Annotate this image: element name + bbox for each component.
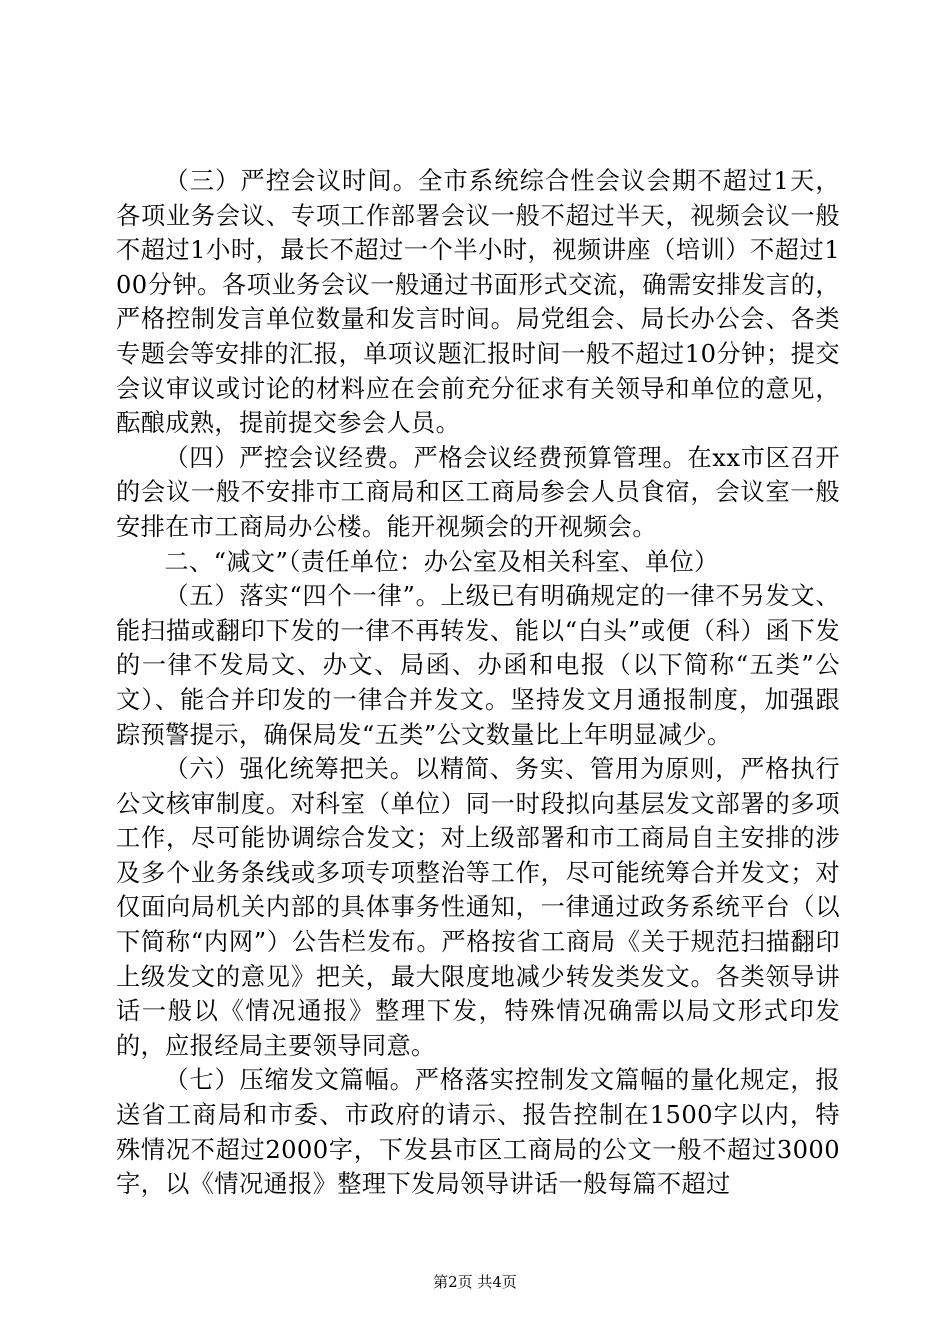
paragraph-document-length: （七）压缩发文篇幅。严格落实控制发文篇幅的量化规定，报送省工商局和市委、市政府的请示、报告控制在1500字以内，特殊情况不超过2000字，下发县市区工商局的公文一般不超过3000字，以《情况通报》整理下发局领导讲话一般每篇不超过 (116, 1066, 840, 1199)
section-heading-reduce-documents: 二、“减文”（责任单位：办公室及相关科室、单位） (164, 547, 719, 576)
document-body (116, 164, 840, 1202)
paragraph-meeting-budget: （四）严控会议经费。严格会议经费预算管理。在xx市区召开的会议一般不安排市工商局和区工商局参会人员食宿，会议室一般安排在市工商局办公楼。能开视频会的开视频会。 (116, 443, 840, 541)
paragraph-four-rules: （五）落实“四个一律”。上级已有明确规定的一律不另发文、能扫描或翻印下发的一律不再转发、能以“白头”或便（科）函下发的一律不发局文、办文、局函、办函和电报（以下简称“五类”公文）、能合并印发的一律合并发文。坚持发文月通报制度，加强跟踪预警提示，确保局发“五类”公文数量比上年明显减少。 (116, 582, 840, 749)
paragraph-coordination: （六）强化统筹把关。以精简、务实、管用为原则，严格执行公文核审制度。对科室（单位）同一时段拟向基层发文部署的多项工作，尽可能协调综合发文；对上级部署和市工商局自主安排的涉及多个业务条线或多项专项整治等工作，尽可能统筹合并发文；对仅面向局机关内部的具体事务性通知，一律通过政务系统平台（以下简称“内网”）公告栏发布。严格按省工商局《关于规范扫描翻印上级发文的意见》把关，最大限度地减少转发类发文。各类领导讲话一般以《情况通报》整理下发，特殊情况确需以局文形式印发的，应报经局主要领导同意。 (116, 755, 840, 1060)
page-number-footer: 第2页 共4页 (433, 1273, 517, 1291)
paragraph-meeting-time: （三）严控会议时间。全市系统综合性会议会期不超过1天，各项业务会议、专项工作部署会议一般不超过半天，视频会议一般不超过1小时，最长不超过一个半小时，视频讲座（培训）不超过100分钟。各项业务会议一般通过书面形式交流，确需安排发言的，严格控制发言单位数量和发言时间。局党组会、局长办公会、各类专题会等安排的汇报，单项议题汇报时间一般不超过10分钟；提交会议审议或讨论的材料应在会前充分征求有关领导和单位的意见，酝酿成熟，提前提交参会人员。 (116, 167, 840, 438)
